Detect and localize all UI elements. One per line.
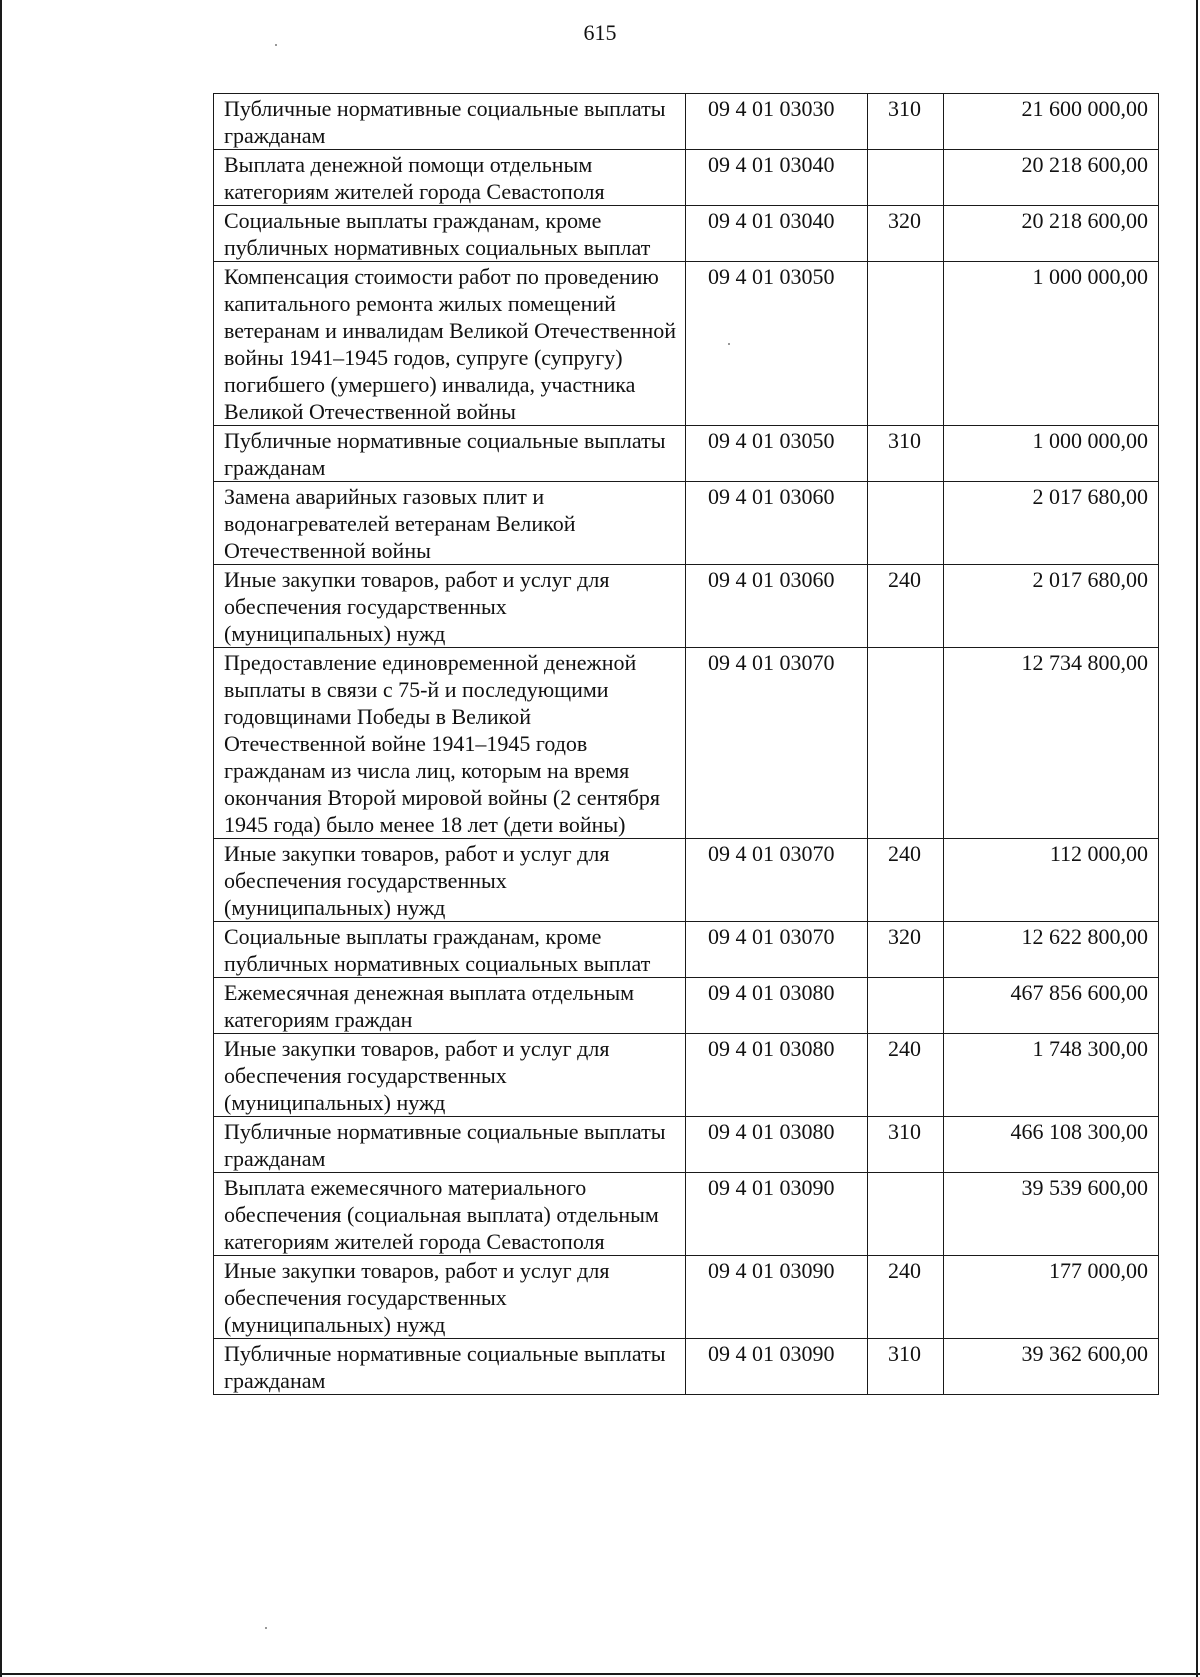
row-amount: 177 000,00 (944, 1256, 1159, 1339)
page-edge-left (0, 0, 2, 1677)
row-amount: 467 856 600,00 (944, 978, 1159, 1034)
row-amount: 39 362 600,00 (944, 1339, 1159, 1395)
table-row (214, 922, 1159, 978)
row-name: Публичные нормативные социальные выплаты гражданам (214, 94, 686, 150)
row-expense-type: 320 (868, 922, 944, 978)
row-expense-type: 240 (868, 1256, 944, 1339)
row-expense-type: 310 (868, 94, 944, 150)
row-code: 09 4 01 03050 (686, 262, 868, 426)
row-amount: 466 108 300,00 (944, 1117, 1159, 1173)
row-name: Социальные выплаты гражданам, кроме публичных нормативных социальных выплат (214, 922, 686, 978)
row-name: Публичные нормативные социальные выплаты гражданам (214, 1117, 686, 1173)
row-code: 09 4 01 03070 (686, 648, 868, 839)
row-amount: 112 000,00 (944, 839, 1159, 922)
row-expense-type: 240 (868, 565, 944, 648)
table-body (214, 94, 1159, 1395)
row-name: Предоставление единовременной денежной выплаты в связи с 75-й и последующими годовщинами Победы в Великой Отечественной войне 1941–1945 годов гражданам из числа лиц, которым на время окончания Второй мировой войны (2 сентября 1945 года) было менее 18 лет (дети войны) (214, 648, 686, 839)
row-name: Иные закупки товаров, работ и услуг для обеспечения государственных (муниципальных) нужд (214, 839, 686, 922)
table-row (214, 1256, 1159, 1339)
row-amount: 1 748 300,00 (944, 1034, 1159, 1117)
table-row (214, 482, 1159, 565)
table-row (214, 262, 1159, 426)
row-name: Иные закупки товаров, работ и услуг для обеспечения государственных (муниципальных) нужд (214, 1034, 686, 1117)
row-name: Выплата ежемесячного материального обеспечения (социальная выплата) отдельным категориям жителей города Севастополя (214, 1173, 686, 1256)
row-code: 09 4 01 03080 (686, 1034, 868, 1117)
row-name: Публичные нормативные социальные выплаты гражданам (214, 1339, 686, 1395)
table-row (214, 1034, 1159, 1117)
row-expense-type: 320 (868, 206, 944, 262)
table-row (214, 94, 1159, 150)
table-row (214, 1173, 1159, 1256)
page-edge-bottom (0, 1673, 1200, 1675)
row-amount: 20 218 600,00 (944, 206, 1159, 262)
row-name: Замена аварийных газовых плит и водонагревателей ветеранам Великой Отечественной войны (214, 482, 686, 565)
scan-speck (728, 343, 730, 345)
row-amount: 21 600 000,00 (944, 94, 1159, 150)
row-name: Социальные выплаты гражданам, кроме публичных нормативных социальных выплат (214, 206, 686, 262)
table-row (214, 839, 1159, 922)
row-code: 09 4 01 03070 (686, 922, 868, 978)
row-code: 09 4 01 03040 (686, 150, 868, 206)
row-name: Публичные нормативные социальные выплаты гражданам (214, 426, 686, 482)
row-name: Иные закупки товаров, работ и услуг для обеспечения государственных (муниципальных) нужд (214, 1256, 686, 1339)
row-expense-type: 240 (868, 839, 944, 922)
row-expense-type: 310 (868, 1117, 944, 1173)
row-name: Выплата денежной помощи отдельным категориям жителей города Севастополя (214, 150, 686, 206)
row-amount: 39 539 600,00 (944, 1173, 1159, 1256)
row-amount: 2 017 680,00 (944, 565, 1159, 648)
row-code: 09 4 01 03030 (686, 94, 868, 150)
row-expense-type (868, 978, 944, 1034)
row-expense-type: 240 (868, 1034, 944, 1117)
row-expense-type (868, 1173, 944, 1256)
row-expense-type (868, 482, 944, 565)
row-code: 09 4 01 03090 (686, 1173, 868, 1256)
row-amount: 12 622 800,00 (944, 922, 1159, 978)
scan-speck (265, 1627, 267, 1629)
table-row (214, 150, 1159, 206)
scan-speck (275, 44, 277, 46)
page-edge-right (1196, 0, 1198, 1677)
budget-table (213, 93, 1159, 1395)
page-number: 615 (583, 20, 617, 45)
row-name: Ежемесячная денежная выплата отдельным категориям граждан (214, 978, 686, 1034)
table-row (214, 1117, 1159, 1173)
table-row (214, 978, 1159, 1034)
row-amount: 20 218 600,00 (944, 150, 1159, 206)
table-row (214, 206, 1159, 262)
row-code: 09 4 01 03070 (686, 839, 868, 922)
table-row (214, 426, 1159, 482)
row-expense-type (868, 648, 944, 839)
table-row (214, 1339, 1159, 1395)
row-amount: 1 000 000,00 (944, 262, 1159, 426)
row-code: 09 4 01 03080 (686, 1117, 868, 1173)
row-code: 09 4 01 03090 (686, 1339, 868, 1395)
row-expense-type: 310 (868, 1339, 944, 1395)
row-code: 09 4 01 03060 (686, 565, 868, 648)
row-name: Компенсация стоимости работ по проведению капитального ремонта жилых помещений ветеранам и инвалидам Великой Отечественной войны 1941–1945 годов, супруге (супругу) погибшего (умершего) инвалида, участника Великой Отечественной войны (214, 262, 686, 426)
row-amount: 2 017 680,00 (944, 482, 1159, 565)
row-amount: 12 734 800,00 (944, 648, 1159, 839)
row-expense-type: 310 (868, 426, 944, 482)
row-amount: 1 000 000,00 (944, 426, 1159, 482)
row-code: 09 4 01 03080 (686, 978, 868, 1034)
table-row (214, 648, 1159, 839)
row-code: 09 4 01 03060 (686, 482, 868, 565)
row-code: 09 4 01 03040 (686, 206, 868, 262)
row-name: Иные закупки товаров, работ и услуг для обеспечения государственных (муниципальных) нужд (214, 565, 686, 648)
row-expense-type (868, 150, 944, 206)
row-code: 09 4 01 03090 (686, 1256, 868, 1339)
row-code: 09 4 01 03050 (686, 426, 868, 482)
row-expense-type (868, 262, 944, 426)
table-row (214, 565, 1159, 648)
